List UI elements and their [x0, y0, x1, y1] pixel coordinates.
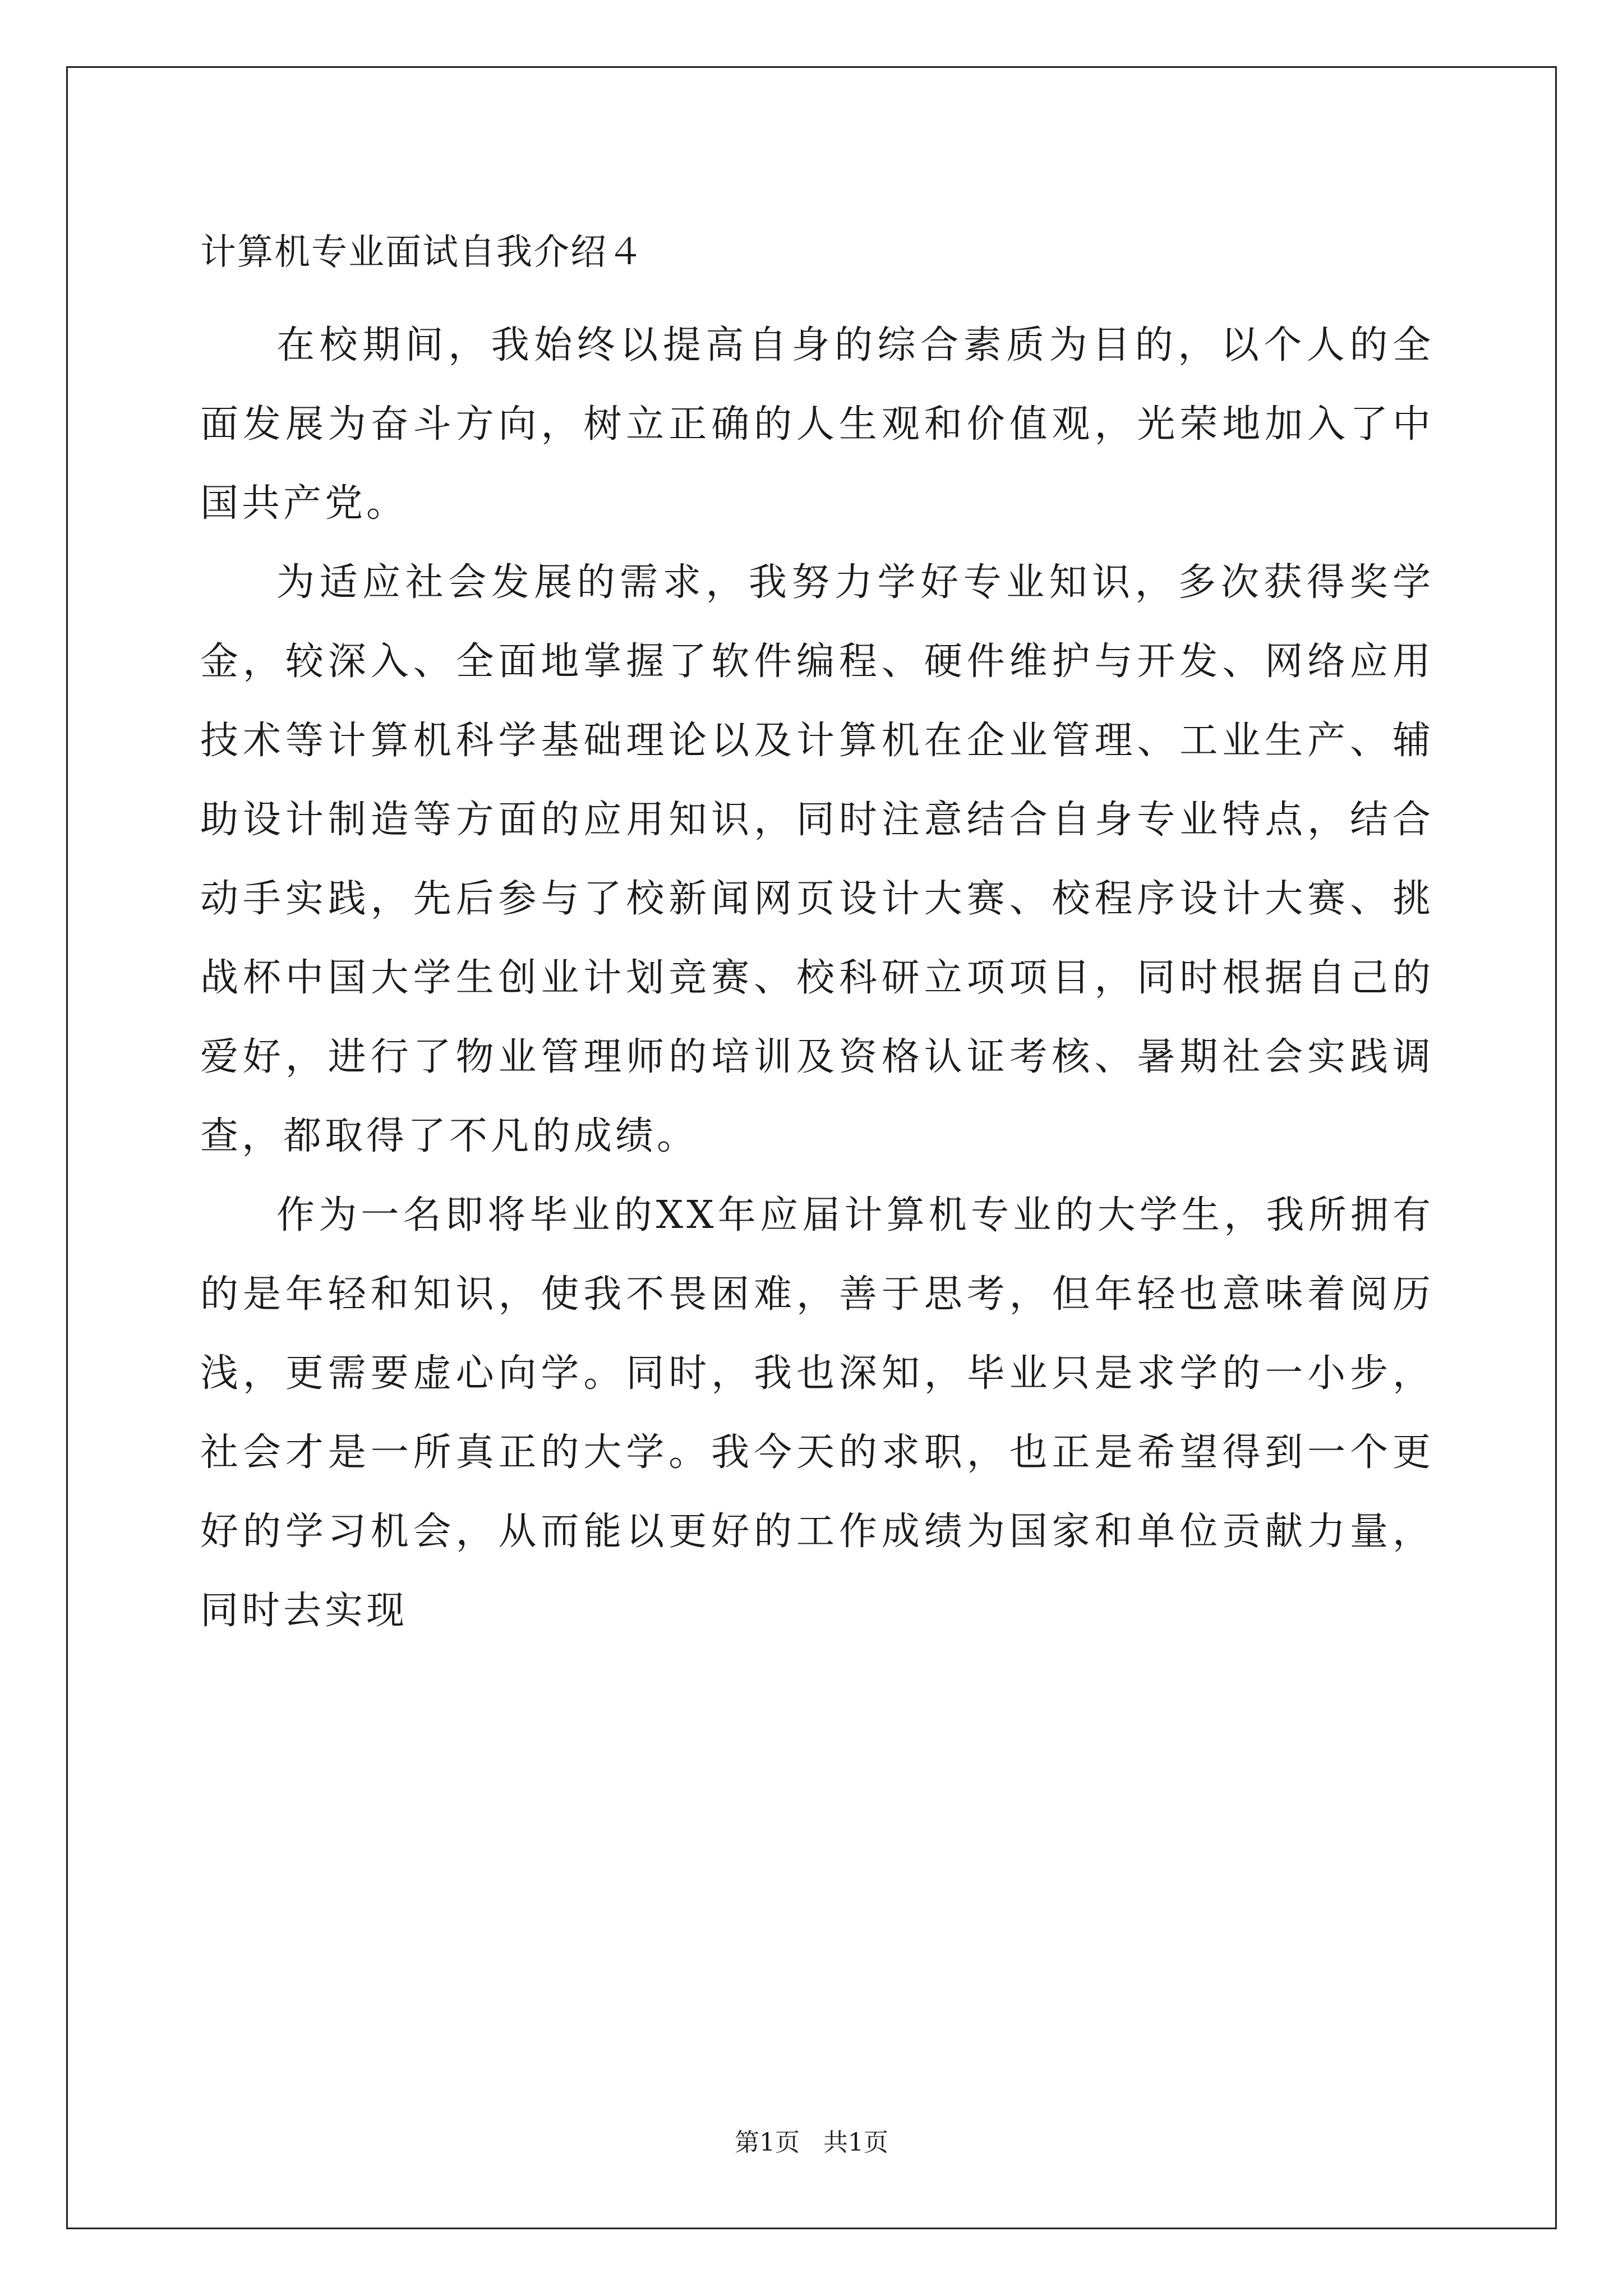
page-footer: 第1页 共1页: [735, 2128, 888, 2157]
document-title: 计算机专业面试自我介绍４: [200, 232, 644, 273]
paragraph: 为适应社会发展的需求，我努力学好专业知识，多次获得奖学金，较深入、全面地掌握了软件编程、硬件维护与开发、网络应用技术等计算机科学基础理论以及计算机在企业管理、工业生产、辅助设计制造等方面的应用知识，同时注意结合自身专业特点，结合动手实践，先后参与了校新闻网页设计大赛、校程序设计大赛、挑战杯中国大学生创业计划竞赛、校科研立项项目，同时根据自己的爱好，进行了物业管理师的培训及资格认证考核、暑期社会实践调查，都取得了不凡的成绩。: [200, 560, 1434, 1158]
paragraph: 在校期间，我始终以提高自身的综合素质为目的，以个人的全面发展为奋斗方向，树立正确的人生观和价值观，光荣地加入了中国共产党。: [200, 323, 1434, 526]
paragraph: 作为一名即将毕业的XX年应届计算机专业的大学生，我所拥有的是年轻和知识，使我不畏困难，善于思考，但年轻也意味着阅历浅，更需要虚心向学。同时，我也深知，毕业只是求学的一小步，社会才是一所真正的大学。我今天的求职，也正是希望得到一个更好的学习机会，从而能以更好的工作成绩为国家和单位贡献力量，同时去实现: [200, 1193, 1434, 1633]
document-body: [200, 306, 1434, 1650]
